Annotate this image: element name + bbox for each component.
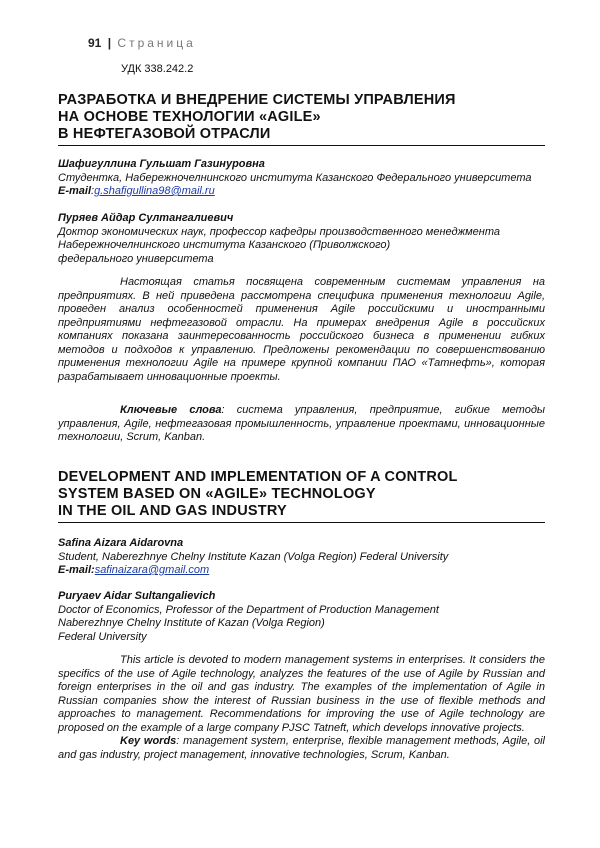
author-affiliation-line: Naberezhnye Chelny Institute of Kazan (Volga Region) <box>58 617 325 629</box>
author-email-line <box>58 564 545 578</box>
keywords-text: : система управления, предприятие, гибкие методы управления, Agile, нефтегазовая промышленность, управление проектами, инновационные технологии, Scrum, Kanban. <box>58 404 546 443</box>
keywords-text: : management system, enterprise, flexible management methods, Agile, oil and gas industry, project management, innovative technologies, Scrum, Kanban. <box>58 735 545 761</box>
page-number: 91 <box>88 36 102 50</box>
author-name: Шафигуллина Гульшат Газинуровна <box>58 158 265 170</box>
keywords-label: Ключевые слова <box>120 404 222 416</box>
title-en-line: SYSTEM BASED ON «AGILE» TECHNOLOGY <box>58 486 376 502</box>
abstract-en <box>58 654 545 762</box>
author-affiliation-line: Doctor of Economics, Professor of the Department of Production Management <box>58 603 439 616</box>
author-affiliation-line: Доктор экономических наук, профессор кафедры производственного менеджмента <box>58 225 501 238</box>
abstract-ru <box>58 276 545 384</box>
email-link[interactable]: g.shafigullina98@mail.ru <box>94 185 215 197</box>
author1-en <box>58 537 545 578</box>
author-affiliation: Студентка, Набережночелнинского института Казанского Федерального университета <box>58 171 532 184</box>
udk-code: УДК 338.242.2 <box>121 63 194 75</box>
page-header <box>88 36 196 50</box>
keywords-label: Key words <box>120 735 177 747</box>
author-name: Puryaev Aidar Sultangalievich <box>58 590 216 602</box>
email-label: E-mail: <box>58 564 95 576</box>
author2-ru <box>58 212 545 266</box>
abstract-en-text: This article is devoted to modern management systems in enterprises. It considers the specifics of the use of Agile technology, analyzes the features of the use of Agile by Russian and foreign enterprises in the oil and gas industry. The examples of the implementation of Agile in Russian companies show the interest of Russian business in the use of flexible methods and approaches to management. Recommendations for improving the use of Agile technology are proposed on the example of a large company PJSC Tatneft, which develops innovative projects. <box>58 654 545 734</box>
email-link[interactable]: safinaizara@gmail.com <box>94 564 210 576</box>
author-name: Safina Aizara Aidarovna <box>58 537 184 549</box>
author-affiliation-line: Набережночелнинского института Казанского (Приволжского) <box>58 239 391 251</box>
title-en <box>58 469 545 523</box>
header-label: Страница <box>117 36 196 50</box>
email-separator: : <box>91 185 95 197</box>
author-email-line <box>58 185 545 199</box>
author2-en <box>58 590 545 644</box>
title-ru-line: В НЕФТЕГАЗОВОЙ ОТРАСЛИ <box>58 126 271 142</box>
author-affiliation-line: федерального университета <box>58 252 214 265</box>
author-affiliation: Student, Naberezhnye Chelny Institute Kazan (Volga Region) Federal University <box>58 550 449 563</box>
title-ru-line: НА ОСНОВЕ ТЕХНОЛОГИИ «AGILE» <box>58 109 321 125</box>
author1-ru <box>58 158 545 199</box>
title-en-line: IN THE OIL AND GAS INDUSTRY <box>58 503 287 519</box>
header-separator: | <box>107 36 112 50</box>
author-name: Пуряев Айдар Султангалиевич <box>58 212 234 224</box>
abstract-ru-text: Настоящая статья посвящена современным системам управления на предприятиях. В ней приведена рассмотрена специфика применения технологии Agile, проведен анализ особенностей применения Agile российскими и иностранными предприятиями нефтегазовой отрасли. На примерах внедрения Agile в российских компаниях показана заинтересованность российского бизнеса в применении гибких методов и подходов к управлению. Предложены рекомендации по совершенствованию применения технологии Agile на примере крупной компании ПАО «Татнефть», которая разрабатывает инновационные проекты. <box>58 276 545 383</box>
keywords-ru <box>58 404 545 445</box>
title-en-line: DEVELOPMENT AND IMPLEMENTATION OF A CONTROL <box>58 469 458 485</box>
author-affiliation-line: Federal University <box>58 630 147 643</box>
email-label: E-mail <box>58 185 92 197</box>
title-ru-line: РАЗРАБОТКА И ВНЕДРЕНИЕ СИСТЕМЫ УПРАВЛЕНИЯ <box>58 92 456 108</box>
title-ru <box>58 92 545 146</box>
